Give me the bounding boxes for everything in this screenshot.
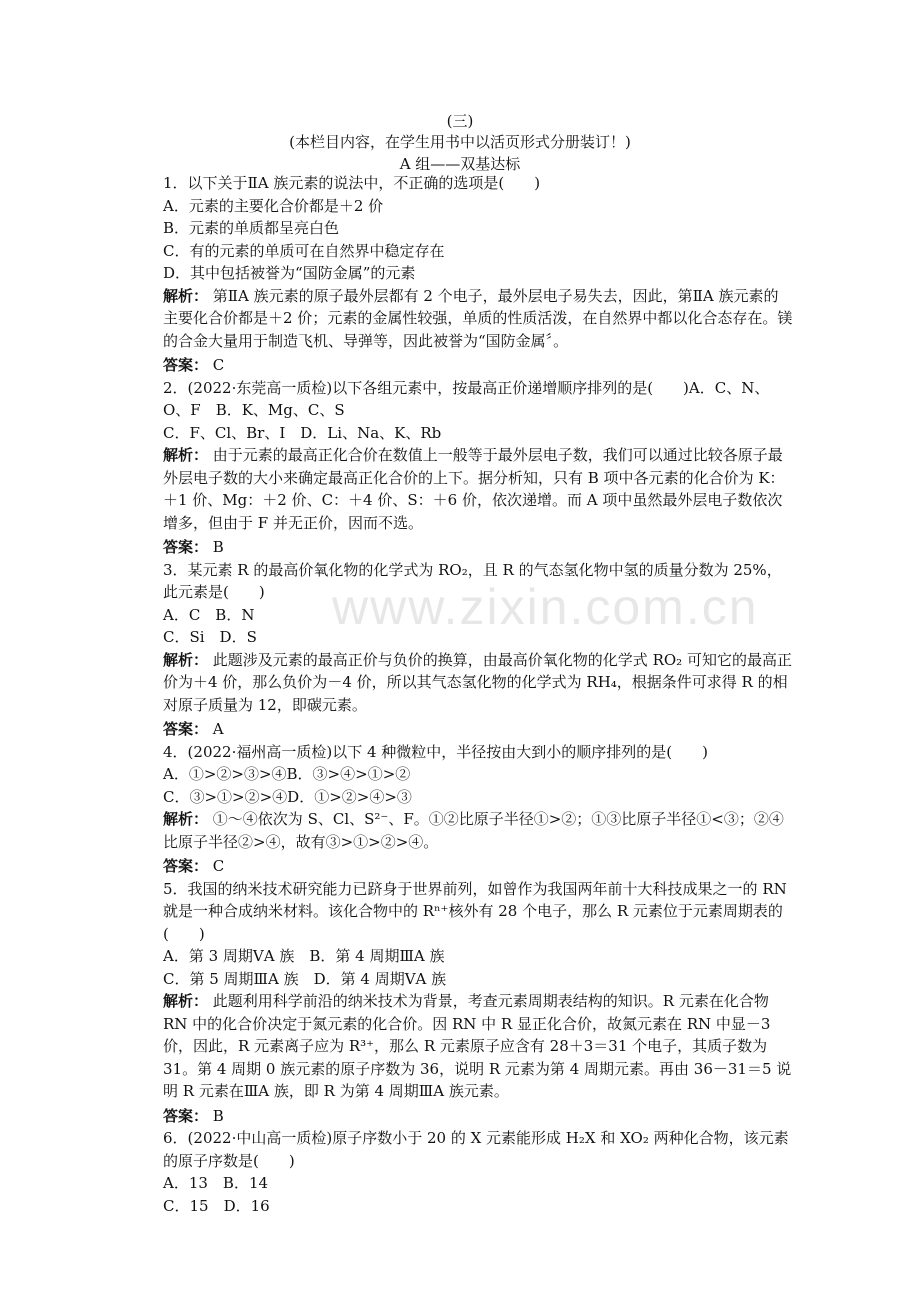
part-title: (三) [446,112,474,130]
analysis-label: 解析： [163,286,209,305]
option: C．F、Cl、Br、I D．Li、Na、K、Rb [163,423,442,442]
answer-label: 答案： [163,720,209,738]
analysis [163,285,793,353]
question-stem: 2．(2022·东莞高一质检)以下各组元素中，按最高正价递增顺序排列的是( )A．C、N、O、F B．K、Mg、C、S [163,378,770,419]
analysis-text: 由于元素的最高正化合价在数值上一般等于最外层电子数，我们可以通过比较各原子最外层电子数的大小来确定最高正化合价的上下。据分析知，只有 B 项中各元素的化合价为 K：＋1 价、Mg：＋2 价、C：＋4 价、S：＋6 价，依次递增。而 A 项中虽然最外层电子数依次增多，但由于 F 并无正价，因而不选。 [163,446,785,532]
answer-label: 答案： [163,538,209,556]
answer-value: B [212,538,224,556]
option: A．13 B．14 [163,1174,269,1192]
option: C．③>①>②>④D．①>②>④>③ [163,787,412,806]
question-6 [163,1127,793,1217]
analysis-text: 第ⅡA 族元素的原子最外层都有 2 个电子，最外层电子易失去，因此，第ⅡA 族元素的主要化合价都是＋2 价；元素的金属性较强，单质的性质活泼，在自然界中都以化合态存在。镁的合金大量用于制造飞机、导弹等，因此被誉为“国防金属〞。 [163,286,793,350]
question-stem: 4．(2022·福州高一质检)以下 4 种微粒中，半径按由大到小的顺序排列的是( ) [163,742,708,761]
answer [163,536,793,559]
analysis [163,990,793,1103]
question-stem: 6．(2022·中山高一质检)原子序数小于 20 的 X 元素能形成 H₂X 和 XO₂ 两种化合物，该元素的原子序数是( ) [163,1129,789,1170]
group-title: A 组——双基达标 [399,155,521,173]
option: C．第 5 周期ⅢA 族 D．第 4 周期ⅤA 族 [163,969,447,988]
answer [163,855,793,878]
answer [163,718,793,741]
question-4 [163,741,793,878]
analysis [163,808,793,853]
analysis-label: 解析： [163,446,209,464]
answer [163,354,793,377]
answer-label: 答案： [163,857,209,875]
analysis-text: 此题利用科学前沿的纳米技术为背景，考查元素周期表结构的知识。R 元素在化合物 RN 中的化合价决定于氮元素的化合价。因 RN 中 R 显正化合价，故氮元素在 RN 中显－3 价，因此，R 元素离子应为 R³⁺，那么 R 元素原子应含有 28＋3＝31 个电子，其质子数为 31。第 4 周期 0 族元素的原子序数为 36，说明 R 元素为第 4 周期元素。再由 36－31＝5 说明 R 元素在ⅢA 族，即 R 为第 4 周期ⅢA 族元素。 [163,992,792,1100]
question-5 [163,878,793,1128]
option: D．其中包括被誉为“国防金属”的元素 [163,264,416,282]
questions [163,172,793,1217]
option: A．①>②>③>④B．③>④>①>② [163,765,411,783]
binding-note: (本栏目内容，在学生用书中以活页形式分册装订！) [289,133,631,151]
option: A．第 3 周期ⅤA 族 B．第 4 周期ⅢA 族 [163,947,445,965]
option: A．元素的主要化合价都是＋2 价 [163,196,384,215]
answer-value: A [212,720,224,738]
option: A．C B．N [163,605,255,624]
analysis [163,444,793,534]
option: C．Si D．S [163,628,257,646]
question-stem: 3．某元素 R 的最高价氧化物的化学式为 RO₂，且 R 的气态氢化物中氢的质量分数为 25%，此元素是( ) [163,560,782,601]
question-1 [163,172,793,377]
analysis-label: 解析： [163,992,209,1010]
watermark: www.zixin.com.cn [332,579,759,635]
analysis [163,649,793,717]
analysis-text: ①～④依次为 S、Cl、S²⁻、F。①②比原子半径①>②；①③比原子半径①<③；②④比原子半径②>④，故有③>①>②>④。 [163,810,784,851]
option: C．有的元素的单质可在自然界中稳定存在 [163,241,445,260]
option: B．元素的单质都呈亮白色 [163,219,340,237]
analysis-label: 解析： [163,810,209,828]
analysis-label: 解析： [163,650,209,669]
answer-value: C [212,356,225,374]
question-3 [163,559,793,741]
question-stem: 5．我国的纳米技术研究能力已跻身于世界前列，如曾作为我国两年前十大科技成果之一的 RN 就是一种合成纳米材料。该化合物中的 Rⁿ⁺核外有 28 个电子，那么 R 元素位于元素周期表的( ) [163,879,787,943]
answer-label: 答案： [163,1106,209,1125]
answer [163,1105,793,1128]
question-stem: 1．以下关于ⅡA 族元素的说法中，不正确的选项是( ) [163,174,541,192]
analysis-text: 此题涉及元素的最高正价与负价的换算，由最高价氧化物的化学式 RO₂ 可知它的最高正价为＋4 价，那么负价为－4 价，所以其气态氢化物的化学式为 RH₄，根据条件可求得 R 的相对原子质量为 12，即碳元素。 [163,650,792,714]
question-2 [163,377,793,559]
answer-value: B [212,1106,224,1125]
option: C．15 D．16 [163,1196,270,1215]
answer-label: 答案： [163,356,209,374]
answer-value: C [212,857,225,875]
